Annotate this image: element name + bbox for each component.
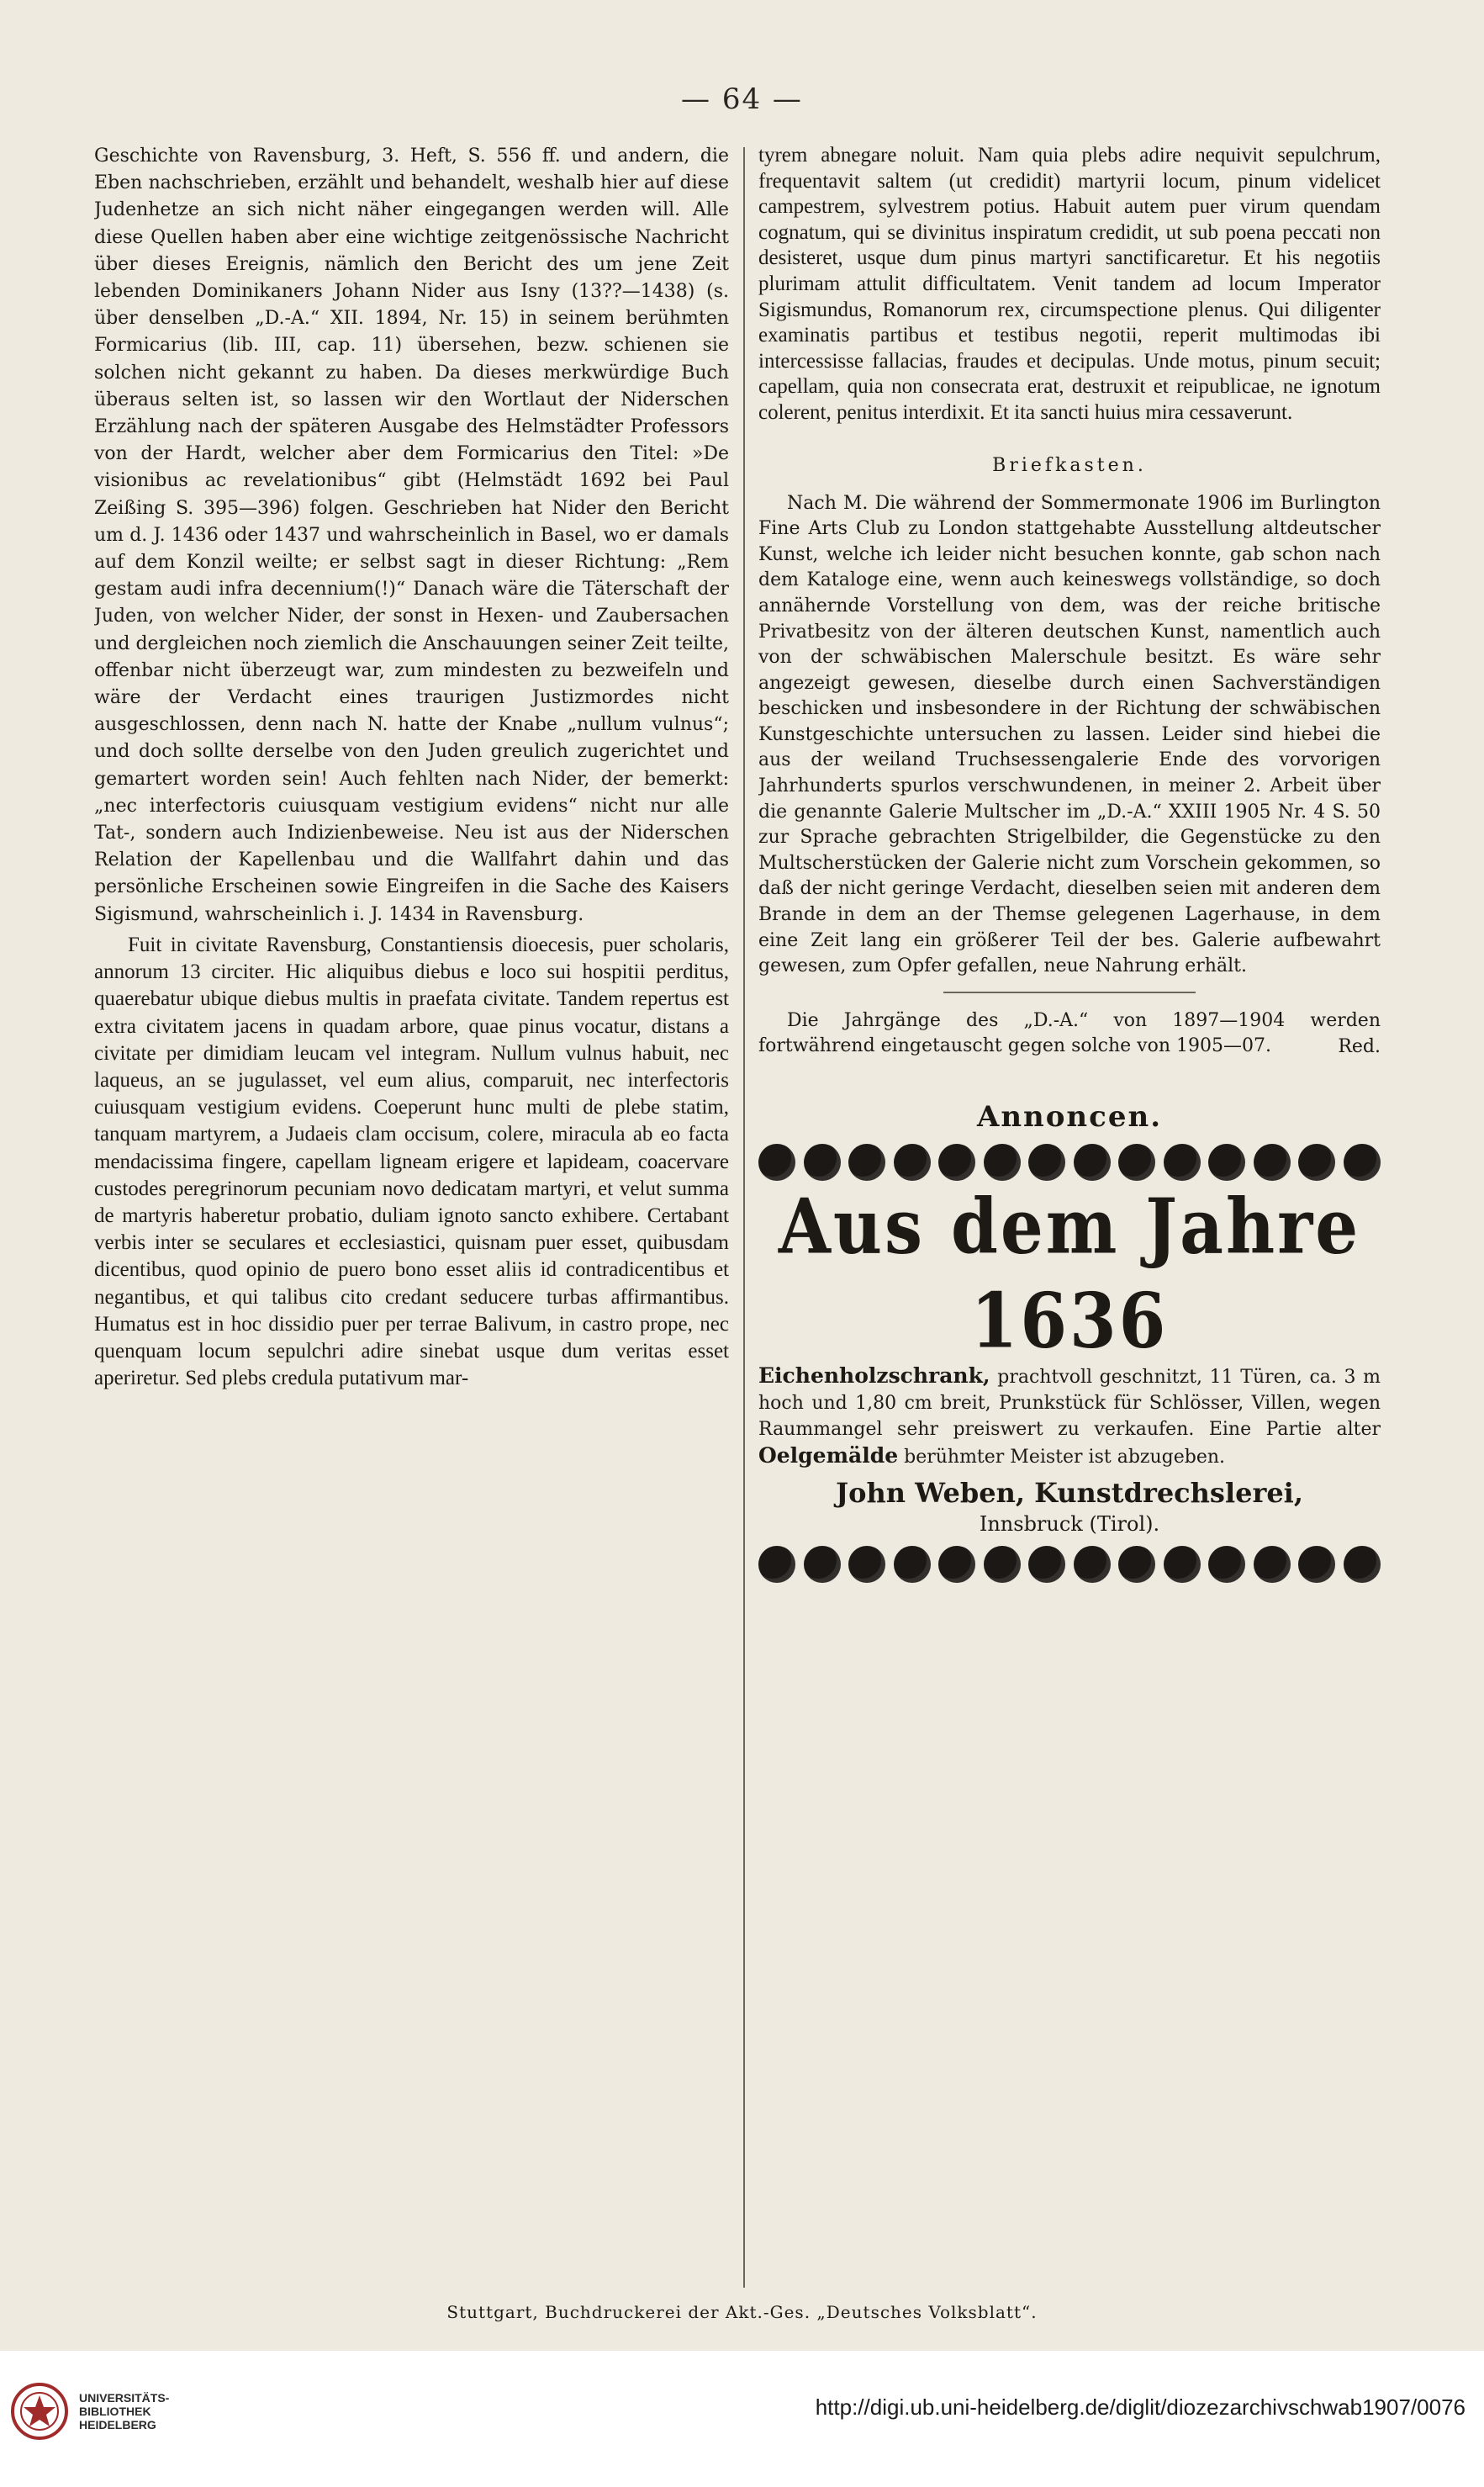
page-number: — 64 — [681, 82, 803, 116]
ornament-dot-icon [1028, 1546, 1065, 1583]
ad-title: Aus dem Jahre 1636 [778, 1182, 1361, 1365]
ornament-dot-icon [804, 1144, 841, 1181]
ornament-dot-icon [758, 1144, 795, 1181]
ad-advertiser-city: Innsbruck (Tirol). [979, 1512, 1160, 1536]
ad-body [758, 1363, 1381, 1470]
briefkasten-title: Briefkasten. [992, 454, 1147, 476]
ornament-dot-icon [1118, 1144, 1155, 1181]
ornament-dots-bottom [758, 1546, 1381, 1583]
ornament-dot-icon [1298, 1546, 1335, 1583]
ornament-dot-icon [1164, 1144, 1201, 1181]
printer-imprint: Stuttgart, Buchdruckerei der Akt.-Ges. „Deutsches Volksblatt“. [446, 2302, 1038, 2322]
library-logo [10, 2382, 169, 2441]
ornament-dot-icon [758, 1546, 795, 1583]
ornament-dots-top [758, 1144, 1381, 1181]
section-divider [943, 992, 1196, 993]
ornament-dot-icon [894, 1546, 931, 1583]
ornament-dot-icon [1298, 1144, 1335, 1181]
ornament-dot-icon [1208, 1546, 1245, 1583]
right-column [758, 143, 1381, 2296]
ornament-dot-icon [848, 1546, 885, 1583]
ornament-dot-icon [1118, 1546, 1155, 1583]
ornament-dot-icon [938, 1546, 975, 1583]
library-name-line: BIBLIOTHEK [79, 2405, 151, 2418]
ornament-dot-icon [1208, 1144, 1245, 1181]
left-column [94, 143, 729, 2296]
library-name-line: UNIVERSITÄTS- [79, 2391, 170, 2405]
ad-body-strong: Oelgemälde [758, 1443, 899, 1468]
library-name [79, 2391, 169, 2431]
ornament-dot-icon [984, 1546, 1021, 1583]
source-url-link[interactable]: http://digi.ub.uni-heidelberg.de/diglit/diozezarchivschwab1907/0076 [815, 2394, 1466, 2420]
ornament-dot-icon [1344, 1546, 1381, 1583]
ads-header: Annoncen. [976, 1100, 1163, 1134]
ornament-dot-icon [938, 1144, 975, 1181]
ornament-dot-icon [1254, 1546, 1291, 1583]
briefkasten-text: Nach M. Die während der Sommermonate 1906 im Burlington Fine Arts Club zu London stattgehabte Ausstellung altdeutscher Kunst, welche ich leider nicht besuchen konnte, gab schon nach dem Kataloge eine, wenn auch keineswegs vollständige, so doch annähernde Vorstellung von dem, was der reiche britische Privatbesitz von der älteren deutschen Kunst, namentlich auch von der schwäbischen Malerschule besitzt. Es wäre sehr angezeigt gewesen, dieselbe durch einen Sachverständigen beschicken und insbesondere in der Richtung der schwäbischen Kunstgeschichte untersuchen zu lassen. Leider sind hiebei die aus der weiland Truchsessengalerie Ende des vorvorigen Jahrhunderts spurlos verschwundenen, in meiner 2. Arbeit über die genannte Galerie Multscher im „D.-A.“ XXIII 1905 Nr. 4 S. 50 zur Sprache gebrachten Strigelbilder, die Gegenstücke zu den Multscherstücken der Galerie nicht zum Vorschein gekommen, so daß der nicht geringe Verdacht, dieselben seien mit anderen dem Brande in dem an der Themse gelegenen Lagerhause, in dem eine Zeit lang ein größerer Teil der bes. Galerie aufbewahrt gewesen, zum Opfer gefallen, neue Nahrung erhält. [758, 492, 1381, 977]
ornament-dot-icon [1254, 1144, 1291, 1181]
library-name-line: HEIDELBERG [79, 2418, 156, 2431]
ornament-dot-icon [1074, 1546, 1111, 1583]
ornament-dot-icon [804, 1546, 841, 1583]
latin-paragraph: Fuit in civitate Ravensburg, Constantiensis dioecesis, puer scholaris, annorum 13 circiter. Hic aliquibus diebus e loco sui hospitii perditus, quaerebatur ubique diebus multis in praefata civitate. Tandem repertus est extra civitatem jacens in quadam arbore, quae pinus vocatur, distans a civitate per dimidiam leucam vel integram. Nullum vulnus habuit, nec laqueus, an se jugulasset, vel eum alius, comparuit, nec interfectoris cuiusquam vestigium evidens. Coeperunt hunc multi de plebe statim, tanquam martyrem, a Judaeis clam occisum, colere, miracula ab eo facta mendacissima fingere, capellam ligneam erigere et lapideam, coacervare custodes peregrinorum pecuniam novo dedicatam martyri, et velut summa de martyris haberetur probatio, duliam ignoto sancto exhibere. Certabant verbis inter se seculares et ecclesiastici, quisnam puer esset, quibusdam dicentibus, quod opinio de puero bono esset aliis id contradicentibus et negantibus, et qui talibus cito credant seducere turbas affirmantibus. Humatus est in hoc dissidio puer per terrae Balivum, in castro prope, nec quenquam locum sepulchri adire sinebat usque dum veritas esset aperiretur. Sed plebs credula putativum mar- [94, 933, 729, 1390]
latin-continuation: tyrem abnegare noluit. Nam quia plebs adire nequivit sepulchrum, frequentavit saltem (ut credidit) martyrii locum, pinum videlicet campestrem, sylvestrem potius. Habuit autem puer virum quendam cognatum, qui se divinitus inspiratum credidit, ut sub poena peccati non desisteret, usque dum pinus martyri sanctificaretur. Et his negotiis plurimam attulit difficultatem. Venit tandem ad locum Imperator Sigismundus, Romanorum rex, circumspectione plenus. Qui diligenter examinatis partibus et testibus negotii, reperit multimodas ibi intercessisse fallacias, fraudes et decipulas. Unde motus, pinum secuit; capellam, quia non consecrata erat, destruxit et reipublicae, ne ignotum colerent, penitus interdixit. Et ita sancti huius mira cessaverunt. [758, 144, 1381, 424]
ornament-dot-icon [1074, 1144, 1111, 1181]
ad-advertiser-name: John Weben, Kunstdrechslerei, [836, 1477, 1303, 1509]
ad-lead: Eichenholzschrank, [758, 1363, 990, 1388]
ornament-dot-icon [1164, 1546, 1201, 1583]
ornament-dot-icon [848, 1144, 885, 1181]
notice-text: Die Jahrgänge des „D.-A.“ von 1897—1904 werden fortwährend eingetauscht gegen solche von 1905—07. [758, 1009, 1381, 1057]
notice-signature: Red. [1338, 1036, 1381, 1057]
ad-body-tail: berühmter Meister ist abzugeben. [904, 1447, 1226, 1468]
ad-body-text: prachtvoll geschnitzt, 11 Türen, ca. 3 m hoch und 1,80 cm breit, Prunkstück für Schlösser, Villen, wegen Raummangel sehr preiswert zu verkaufen. Eine Partie alter [758, 1367, 1381, 1440]
ornament-dot-icon [894, 1144, 931, 1181]
column-divider [743, 147, 745, 2288]
university-seal-icon [10, 2382, 69, 2441]
ornament-dot-icon [1344, 1144, 1381, 1181]
german-paragraph: Geschichte von Ravensburg, 3. Heft, S. 556 ff. und andern, die Eben nachschrieben, erzählt und behandelt, weshalb hier auf diese Judenhetze an sich nicht näher eingegangen werden will. Alle diese Quellen haben aber eine wichtige zeitgenössische Nachricht über dieses Ereignis, nämlich den Bericht des um jene Zeit lebenden Dominikaners Johann Nider aus Isny (13??—1438) (s. über denselben „D.-A.“ XII. 1894, Nr. 15) in seinem berühmten Formicarius (lib. III, cap. 11) übersehen, bezw. schienen sie solchen nicht gekannt zu haben. Da dieses merkwürdige Buch überaus selten ist, so lassen wir den Wortlaut der Niderschen Erzählung nach der späteren Ausgabe des Helmstädter Professors von der Hardt, welcher aber dem Formicarius den Titel: »De visionibus ac revelationibus“ gibt (Helmstädt 1692 bei Paul Zeißing S. 395—396) folgen. Geschrieben hat Nider den Bericht um d. J. 1436 oder 1437 und wahrscheinlich in Basel, wo er damals auf dem Konzil weilte; er selbst sagt in dieser Richtung: „Rem gestam audi infra decennium(!)“ Danach wäre die Täterschaft der Juden, von welcher Nider, der sonst in Hexen- und Zaubersachen und dergleichen noch ziemlich die Anschauungen seiner Zeit teilte, offenbar nicht überzeugt war, zum mindesten zu bezweifeln und wäre der Verdacht eines traurigen Justizmordes nicht ausgeschlossen, denn nach N. hatte der Knabe „nullum vulnus“; und doch sollte derselbe von den Juden greulich zugerichtet und gemartert worden sein! Auch fehlten nach Nider, der bemerkt: „nec interfectoris cuiusquam vestigium evidens“ nicht nur alle Tat-, sondern auch Indizienbeweise. Neu ist aus der Niderschen Relation der Kapellenbau und die Wallfahrt dahin und das persönliche Erscheinen sowie Eingreifen in die Sache des Kaisers Sigismund, wahrscheinlich i. J. 1434 in Ravensburg. [94, 146, 729, 925]
ornament-dot-icon [984, 1144, 1021, 1181]
ornament-dot-icon [1028, 1144, 1065, 1181]
